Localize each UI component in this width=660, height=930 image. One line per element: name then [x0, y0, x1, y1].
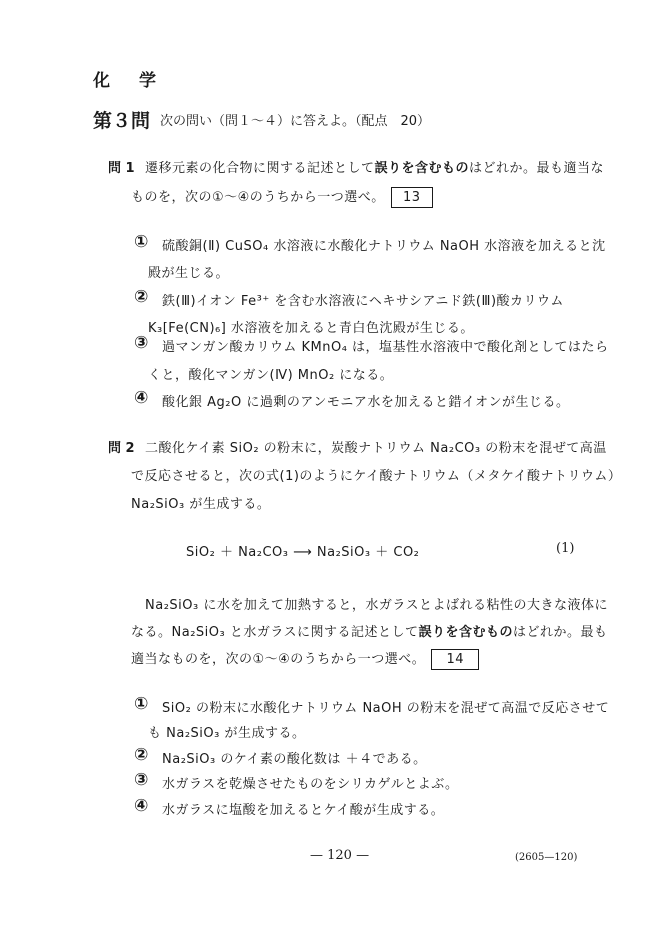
q1-answer-box[interactable]: 13: [391, 187, 433, 208]
q1-label: 問 1: [108, 161, 135, 176]
q1-choice-3-line1: 過マンガン酸カリウム KMnO₄ は，塩基性水溶液中で酸化剤としてはたら: [162, 340, 609, 355]
subject-title: 化 学: [93, 71, 162, 91]
q1-choice-3[interactable]: [134, 335, 148, 352]
choice-mark: ③: [134, 333, 149, 353]
q1-choice-2[interactable]: [134, 289, 148, 306]
q2-choice-2-line1: Na₂SiO₃ のケイ素の酸化数は ＋４である。: [162, 752, 427, 767]
question-instruction: 次の問い（問１～４）に答えよ。（配点 20）: [160, 114, 431, 129]
q1-choice-4-line1: 酸化銀 Ag₂O に過剰のアンモニア水を加えると錯イオンが生じる。: [162, 395, 570, 410]
q1-choice-2-line2: K₃[Fe(CN)₆] 水溶液を加えると青白色沈殿が生じる。: [148, 321, 474, 336]
choice-mark: ②: [134, 745, 149, 765]
q2-choice-4[interactable]: [134, 798, 148, 815]
choice-mark: ①: [134, 232, 149, 252]
choice-mark: ④: [134, 796, 149, 816]
exam-code: (2605—120): [515, 852, 578, 863]
q1-stem-text-2: ものを，次の①～④のうちから一つ選べ。: [131, 190, 385, 205]
q1-choice-3-line2: くと，酸化マンガン(Ⅳ) MnO₂ になる。: [148, 368, 394, 383]
q1-stem-text-a: 遷移元素の化合物に関する記述として: [145, 161, 375, 176]
q2-para-line1: Na₂SiO₃ に水を加えて加熱すると，水ガラスとよばれる粘性の大きな液体に: [145, 598, 608, 613]
q2-choice-1-line1: SiO₂ の粉末に水酸化ナトリウム NaOH の粉末を混ぜて高温で反応させて: [162, 701, 610, 716]
q2-choice-1-line2: も Na₂SiO₃ が生成する。: [148, 726, 306, 741]
q2-para-text-3: 適当なものを，次の①～④のうちから一つ選べ。: [131, 652, 426, 667]
question-number: 第３問: [93, 110, 151, 132]
q2-choice-2[interactable]: [134, 747, 148, 764]
q1-stem-text-b: はどれか。最も適当な: [469, 161, 605, 176]
q2-choice-3-line1: 水ガラスを乾燥させたものをシリカゲルとよぶ。: [162, 777, 459, 792]
q2-stem-line2: で反応させると，次の式(1)のようにケイ酸ナトリウム（メタケイ酸ナトリウム）: [131, 469, 622, 484]
q2-para-text-b: はどれか。最も: [512, 625, 608, 640]
q2-para-bold: 誤りを含むもの: [418, 625, 513, 640]
q1-stem-line2: [131, 186, 433, 208]
q2-choice-4-line1: 水ガラスに塩酸を加えるとケイ酸が生成する。: [162, 803, 445, 818]
q2-stem-line1: 二酸化ケイ素 SiO₂ の粉末に，炭酸ナトリウム Na₂CO₃ の粉末を混ぜて高温: [145, 441, 607, 456]
q2-choice-3[interactable]: [134, 772, 148, 789]
page-number: — 120 —: [310, 848, 370, 863]
q2-answer-box[interactable]: 14: [431, 649, 479, 670]
q2-label: 問 2: [108, 441, 135, 456]
q2-para-line3: [131, 648, 479, 670]
q1-choice-1-line1: 硫酸銅(Ⅱ) CuSO₄ 水溶液に水酸化ナトリウム NaOH 水溶液を加えると沈: [162, 239, 606, 254]
reaction-equation: SiO₂ ＋ Na₂CO₃ ⟶ Na₂SiO₃ ＋ CO₂: [186, 545, 420, 560]
q1-choice-4[interactable]: [134, 390, 148, 407]
q2-stem-line3: Na₂SiO₃ が生成する。: [131, 497, 271, 512]
choice-mark: ①: [134, 694, 149, 714]
q1-stem-line1: [145, 157, 604, 176]
choice-mark: ③: [134, 770, 149, 790]
q2-para-line2: [131, 621, 607, 640]
q1-choice-2-line1: 鉄(Ⅲ)イオン Fe³⁺ を含む水溶液にヘキサシアニド鉄(Ⅲ)酸カリウム: [162, 294, 564, 309]
q1-choice-1[interactable]: [134, 234, 148, 251]
q1-stem-bold: 誤りを含むもの: [374, 161, 470, 176]
q2-para-text-a: なる。Na₂SiO₃ と水ガラスに関する記述として: [131, 625, 419, 640]
choice-mark: ②: [134, 287, 149, 307]
q1-choice-1-line2: 殿が生じる。: [148, 266, 230, 281]
q2-choice-1[interactable]: [134, 696, 148, 713]
equation-number: (1): [556, 541, 575, 556]
choice-mark: ④: [134, 388, 149, 408]
